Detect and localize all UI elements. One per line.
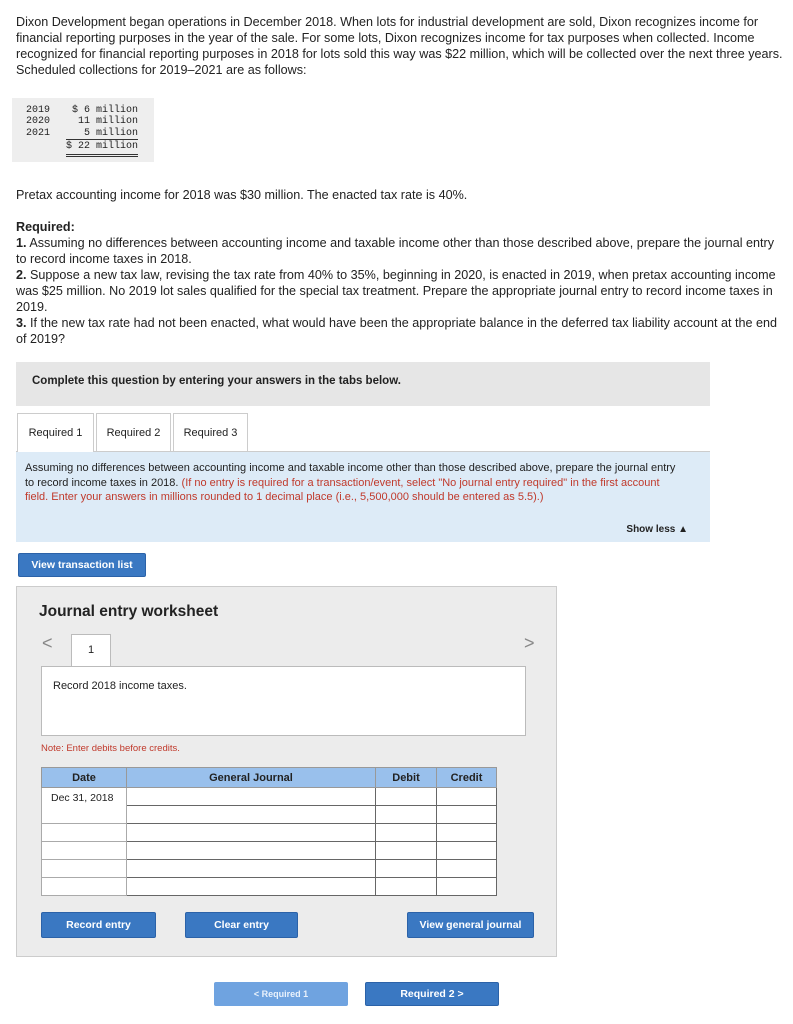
column-debit: Debit [376,768,437,788]
clear-entry-button[interactable]: Clear entry [185,912,298,938]
required-item-2: 2. Suppose a new tax law, revising the tax rate from 40% to 35%, beginning in 2020, is enacted in 2019, when pretax accounting income was $25 million. No 2019 lot sales qualified for the special tax treatment. Prepare the appropriate journal entry to record income taxes in 2019. [16,268,776,314]
date-cell [42,842,127,860]
required-item-3: 3. If the new tax rate had not been enacted, what would have been the appropriate balance in the deferred tax liability account at the end of 2019? [16,316,778,346]
credit-input[interactable] [437,806,497,824]
schedule-amount: 5 million [66,128,138,140]
entry-description: Record 2018 income taxes. [53,680,187,692]
show-less-link[interactable]: Show less ▲ [626,524,688,535]
account-input[interactable] [127,788,376,806]
date-cell [42,878,127,896]
view-transaction-list-button[interactable]: View transaction list [18,553,146,577]
credit-input[interactable] [437,842,497,860]
schedule-year: 2021 [26,128,51,140]
schedule-amount: 11 million [78,116,139,128]
account-input[interactable] [127,842,376,860]
credit-input[interactable] [437,860,497,878]
record-entry-button[interactable]: Record entry [41,912,156,938]
table-row [42,788,497,806]
instructions-text: Assuming no differences between accounting income and taxable income other than those described above, prepare the journal entry to record income taxes in 2018. (If no entry is required for a transaction/event, select "No journal entry required" in the first account field. Enter your answers in millions rounded to 1 decimal place (i.e., 5,500,000 should be entered as 5.5).) [25,462,676,504]
prev-required-button[interactable]: < Required 1 [214,982,348,1006]
schedule-year: 2019 [26,105,51,116]
next-required-button[interactable]: Required 2 > [365,982,499,1006]
table-row [42,878,497,896]
date-cell [42,860,127,878]
instructions-panel [16,451,710,542]
account-input[interactable] [127,878,376,896]
schedule-amount: $ 6 million [72,105,139,116]
account-input[interactable] [127,860,376,878]
required-section [16,219,778,347]
column-general-journal: General Journal [127,768,376,788]
instructions-banner [16,362,710,406]
credit-input[interactable] [437,824,497,842]
problem-intro: Dixon Development began operations in December 2018. When lots for industrial development are sold, Dixon recognizes income for financial reporting purposes in the year of the sale. For some lots, Dixon recognizes income for tax purposes when collected. Income recognized for financial reporting purposes in 2018 for lots sold this way was $22 million, which will be collected over the next three years. Scheduled collections for 2019–2021 are as follows: [16,15,783,77]
entry-description-box [41,666,526,736]
tab-required-1[interactable]: Required 1 [17,413,94,452]
debit-input[interactable] [376,824,437,842]
table-row [42,842,497,860]
account-input[interactable] [127,824,376,842]
credit-input[interactable] [437,878,497,896]
schedule-year: 2020 [26,116,51,128]
schedule-total: $ 22 million [66,140,138,156]
chevron-left-icon[interactable]: < [42,633,53,653]
required-heading: Required: [16,220,75,234]
table-row [42,824,497,842]
pretax-statement: Pretax accounting income for 2018 was $30 million. The enacted tax rate is 40%. [16,188,468,202]
debit-input[interactable] [376,878,437,896]
journal-entry-worksheet [16,586,557,957]
debit-input[interactable] [376,788,437,806]
tab-required-3[interactable]: Required 3 [173,413,248,451]
worksheet-title: Journal entry worksheet [39,603,219,620]
credit-input[interactable] [437,788,497,806]
date-cell: Dec 31, 2018 [42,788,127,824]
collections-schedule [12,98,154,162]
entry-page-tab[interactable]: 1 [71,634,111,666]
debit-input[interactable] [376,806,437,824]
debit-input[interactable] [376,842,437,860]
chevron-right-icon[interactable]: > [524,633,535,653]
journal-table [41,767,497,896]
view-general-journal-button[interactable]: View general journal [407,912,534,938]
banner-text: Complete this question by entering your answers in the tabs below. [32,375,401,387]
table-row [42,860,497,878]
debit-credit-note: Note: Enter debits before credits. [41,743,180,754]
required-item-1: 1. Assuming no differences between accounting income and taxable income other than those described above, prepare the journal entry to record income taxes in 2018. [16,236,774,266]
date-cell [42,824,127,842]
debit-input[interactable] [376,860,437,878]
column-date: Date [42,768,127,788]
account-input[interactable] [127,806,376,824]
tab-required-2[interactable]: Required 2 [96,413,171,451]
column-credit: Credit [437,768,497,788]
